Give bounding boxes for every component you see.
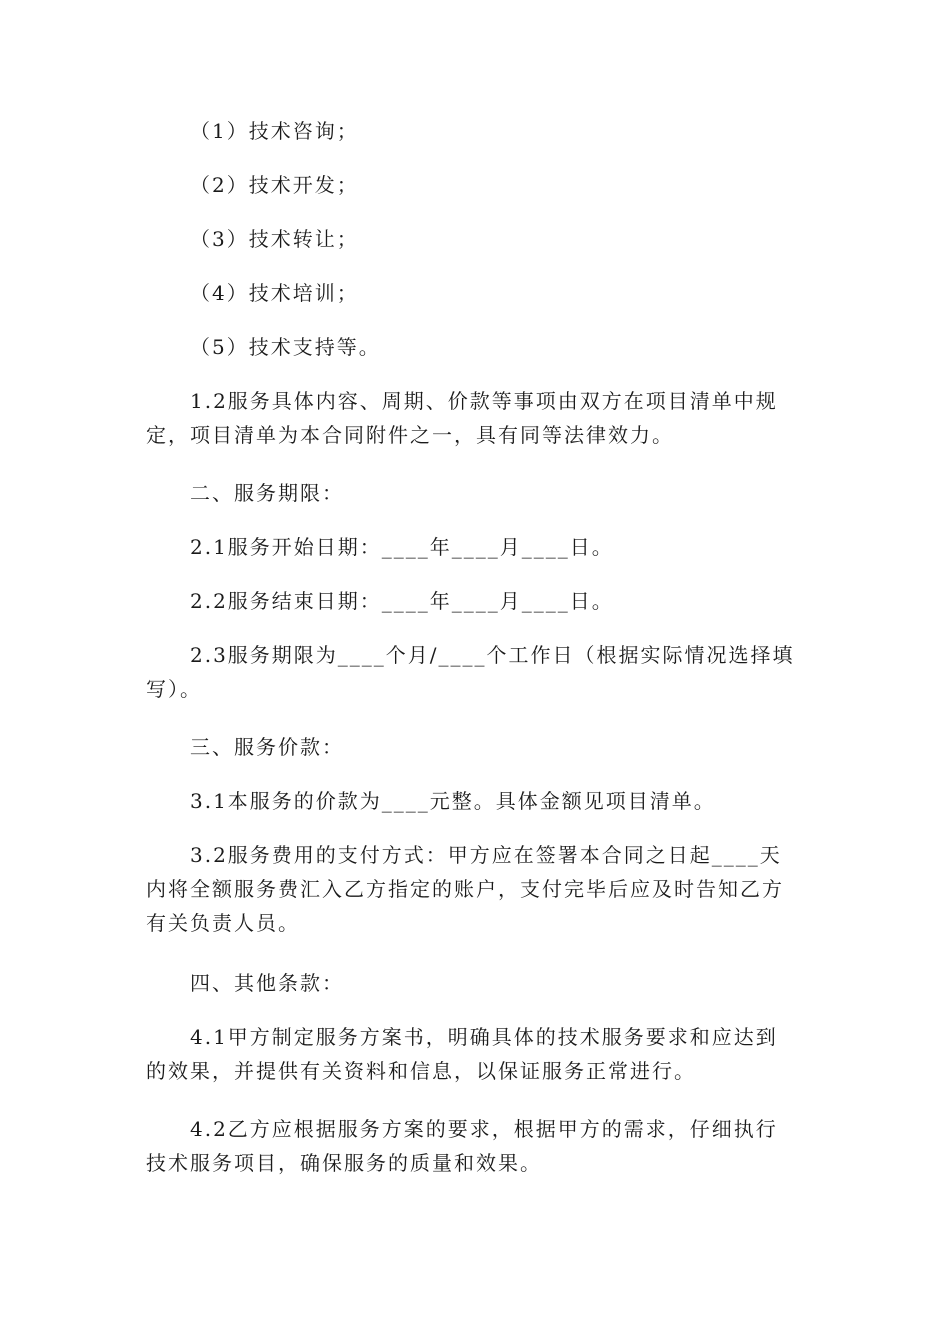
line: 4.1甲方制定服务方案书，明确具体的技术服务要求和应达到: [190, 1025, 778, 1049]
line: 2.2服务结束日期：____年____月____日。: [190, 589, 614, 613]
line: （3）技术转让；: [190, 227, 359, 251]
clause-4-2: [146, 1112, 796, 1180]
section-heading-term: [146, 476, 796, 510]
line: 写）。: [146, 677, 202, 701]
line: （1）技术咨询；: [190, 119, 359, 143]
section-heading-other: [146, 966, 796, 1000]
clause-1-2: [146, 384, 796, 452]
line: 2.1服务开始日期：____年____月____日。: [190, 535, 614, 559]
clause-2-3: [146, 638, 796, 706]
line: （4）技术培训；: [190, 281, 359, 305]
line: 1.2服务具体内容、周期、价款等事项由双方在项目清单中规: [190, 389, 778, 413]
list-item-development: [146, 168, 796, 202]
line: 内将全额服务费汇入乙方指定的账户，支付完毕后应及时告知乙方: [146, 877, 784, 901]
line: 有关负责人员。: [146, 911, 300, 935]
clause-2-2: [146, 584, 796, 618]
clause-4-1: [146, 1020, 796, 1088]
list-item-consulting: [146, 114, 796, 148]
section-heading-price: [146, 730, 796, 764]
clause-3-1: [146, 784, 796, 818]
line: 三、服务价款：: [190, 735, 344, 759]
line: 4.2乙方应根据服务方案的要求，根据甲方的需求，仔细执行: [190, 1117, 778, 1141]
line: 3.2服务费用的支付方式：甲方应在签署本合同之日起____天: [190, 843, 782, 867]
line: 3.1本服务的价款为____元整。具体金额见项目清单。: [190, 789, 716, 813]
line: （5）技术支持等。: [190, 335, 381, 359]
line: 的效果，并提供有关资料和信息，以保证服务正常进行。: [146, 1059, 696, 1083]
line: 定，项目清单为本合同附件之一，具有同等法律效力。: [146, 423, 674, 447]
list-item-training: [146, 276, 796, 310]
line: （2）技术开发；: [190, 173, 359, 197]
clause-3-2: [146, 838, 796, 940]
clause-2-1: [146, 530, 796, 564]
line: 技术服务项目，确保服务的质量和效果。: [146, 1151, 542, 1175]
line: 二、服务期限：: [190, 481, 344, 505]
list-item-transfer: [146, 222, 796, 256]
line: 四、其他条款：: [190, 971, 344, 995]
list-item-support: [146, 330, 796, 364]
line: 2.3服务期限为____个月/____个工作日（根据实际情况选择填: [190, 643, 795, 667]
